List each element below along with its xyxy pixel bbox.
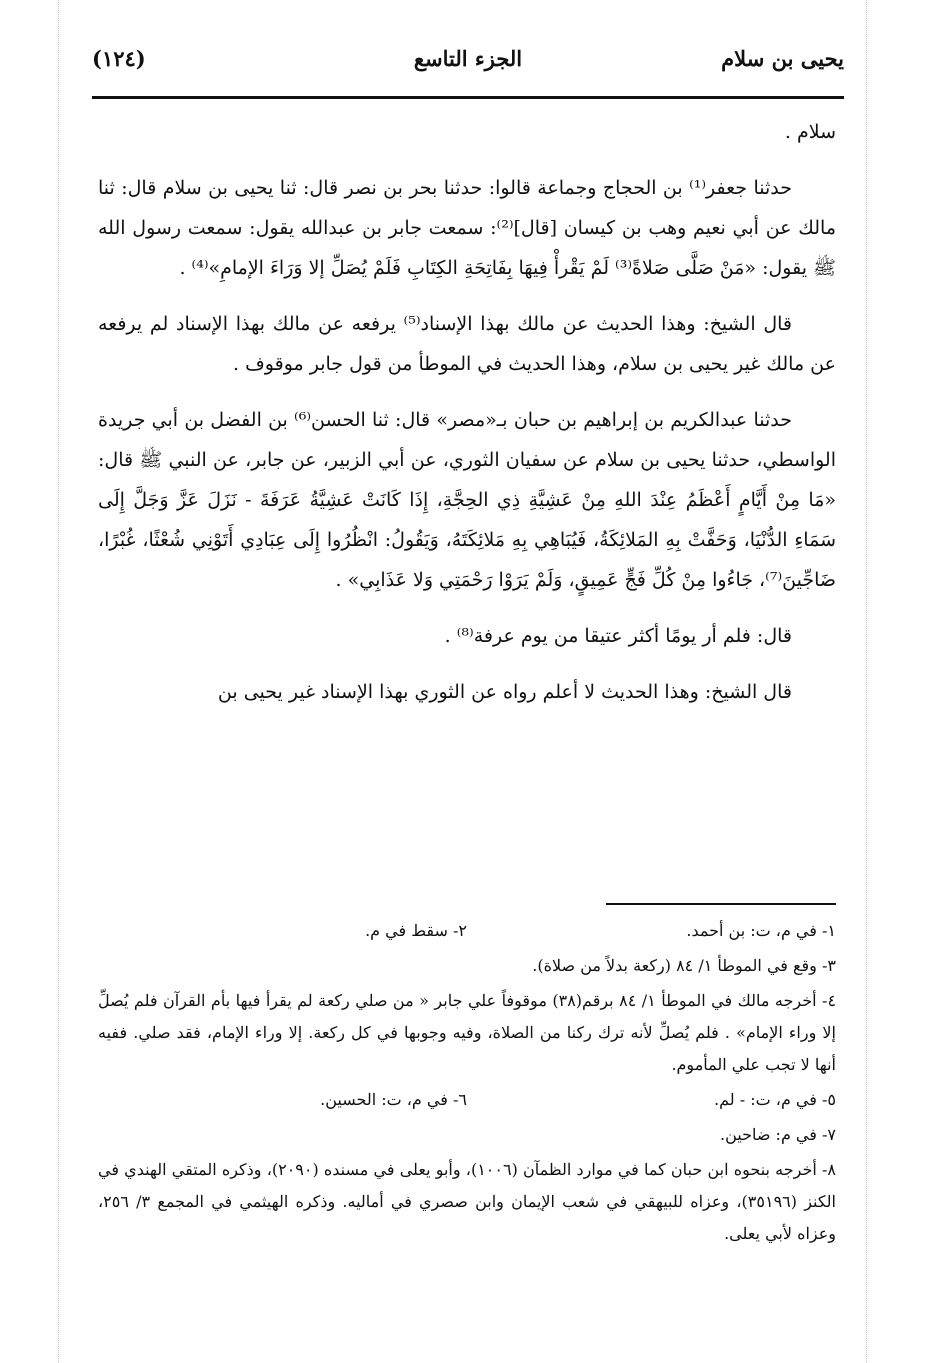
- header-author: يحيى بن سلام: [721, 46, 844, 71]
- main-text: [98, 112, 836, 728]
- paragraph-hadith-2: حدثنا عبدالكريم بن إبراهيم بن حبان بـ«مصر» قال: ثنا الحسن⁽⁶⁾ بن الفضل بن أبي جريدة الواسطي، حدثنا يحيى بن سلام عن سفيان الثوري، عن أبي الزبير، عن جابر، عن النبي ﷺ قال: «مَا مِنْ أَيَّامٍ أَعْظَمُ عِنْدَ اللهِ مِنْ عَشِيَّةِ ذِي الحِجَّةِ، إِذَا كَانَتْ عَشِيَّةُ عَرَفَةَ - نَزَلَ عَزَّ وَجَلَّ إِلَى سَمَاءِ الدُّنْيَا، وَحَفَّتْ بِهِ المَلائِكَةُ، فَيُبَاهِي بِهِ مَلائِكَتَهُ، وَيَقُولُ: انْظُرُوا إِلَى عِبَادِي أَتَوْنِي شُعْثًا، غُبْرًا، ضَاجِّينَ⁽⁷⁾، جَاءُوا مِنْ كُلِّ فَجٍّ عَمِيقٍ، وَلَمْ يَرَوْا رَحْمَتِي وَلا عَذَابِي» .: [98, 409, 836, 591]
- paragraph-hadith-1: حدثنا جعفر⁽¹⁾ بن الحجاج وجماعة قالوا: حدثنا بحر بن نصر قال: ثنا يحيى بن سلام قال: ثنا مالك عن أبي نعيم وهب بن كيسان [قال]⁽²⁾: سمعت جابر بن عبدالله يقول: سمعت رسول الله ﷺ يقول: «مَنْ صَلَّى صَلاةً⁽³⁾ لَمْ يَقْرأْ فِيهَا بِفَاتِحَةِ الكِتَابِ فَلَمْ يُصَلِّ إلا وَرَاءَ الإمامِ»⁽⁴⁾ .: [98, 177, 836, 279]
- footnote-row: [98, 915, 836, 947]
- footnote-5: ٥- في م، ت: - لم.: [714, 1090, 836, 1109]
- paragraph-qala: قال: فلم أر يومًا أكثر عتيقا من يوم عرفة⁽⁸⁾ .: [444, 625, 792, 647]
- paragraph-sheikh-comment-2: قال الشيخ: وهذا الحديث لا أعلم رواه عن الثوري بهذا الإسناد غير يحيى بن: [217, 681, 792, 703]
- paragraph-continuation: سلام .: [784, 121, 836, 143]
- footnote-1: ١- في م، ت: بن أحمد.: [686, 921, 836, 940]
- footnote-row: [98, 1084, 836, 1116]
- footnote-8: ٨- أخرجه بنحوه ابن حبان كما في موارد الظمآن (١٠٠٦)، وأبو يعلى في مسنده (٢٠٩٠)، وذكره المتقي الهندي في الكنز (٣٥١٩٦)، وعزاه للبيهقي في شعب الإيمان وابن صصري في أماليه. وذكره الهيثمي في المجمع ٣/ ٢٥٦، وعزاه لأبي يعلى.: [98, 1160, 837, 1243]
- footnotes: [98, 915, 836, 1253]
- footnote-3: ٣- وقع في الموطأ ١/ ٨٤ (ركعة بدلاً من صلاة).: [532, 956, 836, 975]
- scan-streak: [866, 0, 867, 1363]
- footnote-separator: [606, 903, 836, 905]
- footnote-7: ٧- في م: ضاحين.: [720, 1125, 836, 1144]
- page-number: (١٢٤): [92, 46, 146, 71]
- footnote-4: ٤- أخرجه مالك في الموطأ ١/ ٨٤ برقم(٣٨) موقوفاً علي جابر « من صلي ركعة لم يقرأ فيها بأم القرآن فلم يُصلِّ إلا وراء الإمام» . فلم يُصلِّ لأنه ترك ركنا من الصلاة، وفيه وجوبها في كل ركعة. إلا وراء الإمام، فقد صلي. ففيه أنها لا تجب علي المأموم.: [98, 991, 837, 1074]
- footnote-6: ٦- في م، ت: الحسين.: [320, 1090, 467, 1109]
- paragraph-sheikh-comment-1: قال الشيخ: وهذا الحديث عن مالك بهذا الإسناد⁽⁵⁾ يرفعه عن مالك بهذا الإسناد لم يرفعه عن مالك غير يحيى بن سلام، وهذا الحديث في الموطأ من قول جابر موقوف .: [98, 313, 836, 375]
- header-title: الجزء التاسع: [413, 46, 523, 71]
- footnote-2: ٢- سقط في م.: [365, 921, 467, 940]
- running-header: [92, 40, 844, 99]
- scan-streak: [58, 0, 59, 1363]
